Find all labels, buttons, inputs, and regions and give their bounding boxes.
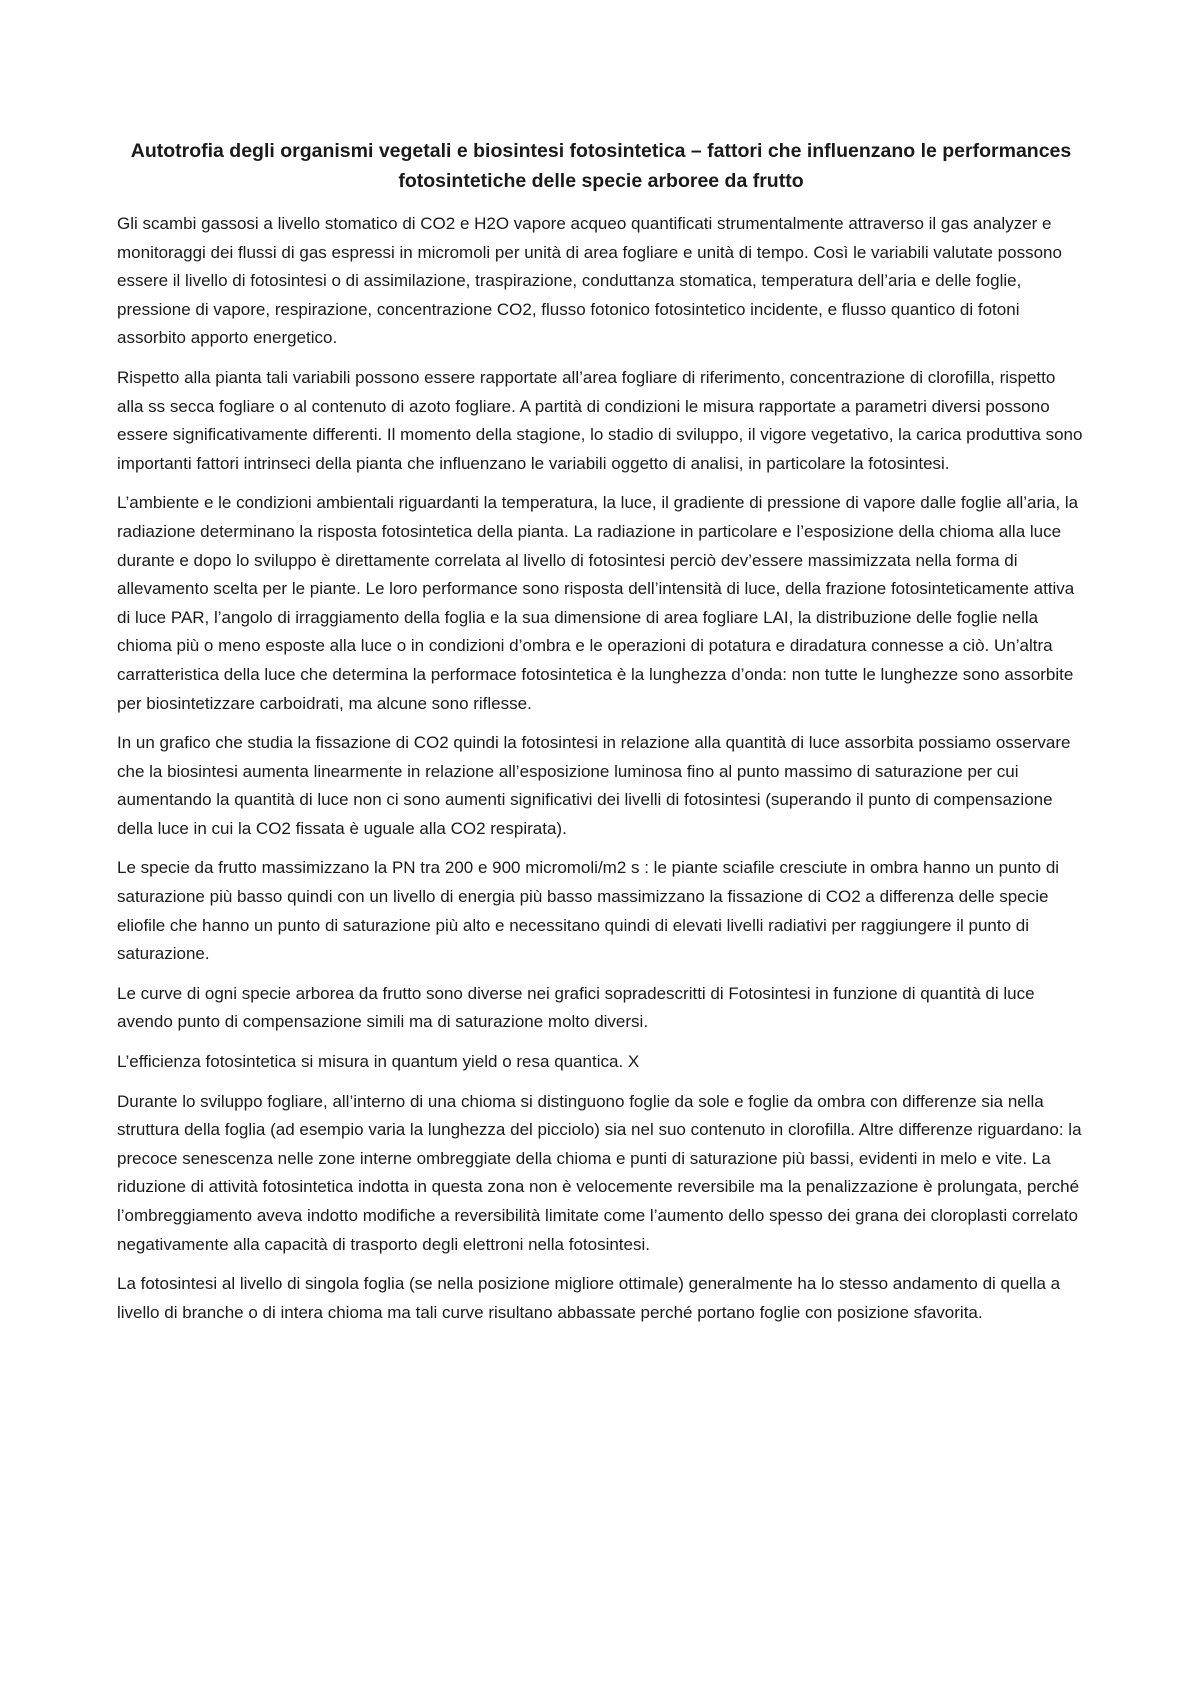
paragraph-plant-variables: Rispetto alla pianta tali variabili possono essere rapportate all’area fogliare di riferimento, concentrazione di clorofilla, rispetto alla ss secca fogliare o al contenuto di azoto fogliare. A partità di condizioni le misura rapportate a parametri diversi possono essere significativamente differenti. Il momento della stagione, lo stadio di sviluppo, il vigore vegetativo, la carica produttiva sono importanti fattori intrinseci della pianta che influenzano le variabili oggetto di analisi, in particolare la fotosintesi.: [117, 367, 1083, 473]
paragraph-environment-light: L’ambiente e le condizioni ambientali riguardanti la temperatura, la luce, il gradiente di pressione di vapore dalle foglie all’aria, la radiazione determinano la risposta fotosintetica della pianta. La radiazione in particolare e l’esposizione della chioma alla luce durante e dopo lo sviluppo è direttamente correlata al livello di fotosintesi perciò dev’essere massimizzata nella forma di allevamento scelta per le piante. Le loro performance sono risposta dell’intensità di luce, della frazione fotosinteticamente attiva di luce PAR, l’angolo di irraggiamento della foglia e la sua dimensione di area fogliare LAI, la distribuzione delle foglie nella chioma più o meno esposte alla luce o in condizioni d’ombra e le operazioni di potatura e diradatura connesse a ciò. Un’altra carratteristica della luce che determina la performace fotosintetica è la lunghezza d’onda: non tutte le lunghezze sono assorbite per biosintetizzare carboidrati, ma alcune sono riflesse.: [117, 493, 1079, 713]
paragraph-quantum-yield: L’efficienza fotosintetica si misura in quantum yield o resa quantica. X: [117, 1052, 640, 1072]
document-title: Autotrofia degli organismi vegetali e biosintesi fotosintetica – fattori che influenzano le performances fotosintetiche delle specie arboree da frutto: [130, 140, 1072, 192]
paragraph-species-curves: Le curve di ogni specie arborea da frutto sono diverse nei grafici sopradescritti di Fotosintesi in funzione di quantità di luce avendo punto di compensazione simili ma di saturazione molto diversi.: [117, 983, 1035, 1032]
document-page: [117, 136, 1085, 1338]
paragraph-single-leaf: La fotosintesi al livello di singola foglia (se nella posizione migliore ottimale) generalmente ha lo stesso andamento di quella a livello di branche o di intera chioma ma tali curve risultano abbassate perché portano foglie con posizione sfavorita.: [117, 1274, 1061, 1322]
paragraph-gas-exchange: Gli scambi gassosi a livello stomatico di CO2 e H2O vapore acqueo quantificati strumentalmente attraverso il gas analyzer e monitoraggi dei flussi di gas espressi in micromoli per unità di area fogliare e unità di tempo. Così le variabili valutate possono essere il livello di fotosintesi o di assimilazione, traspirazione, conduttanza stomatica, temperatura dell’aria e delle foglie, pressione di vapore, respirazione, concentrazione CO2, flusso fotonico fotosintetico incidente, e flusso quantico di fotoni assorbito apporto energetico.: [117, 214, 1062, 348]
paragraph-co2-fixation-graph: In un grafico che studia la fissazione di CO2 quindi la fotosintesi in relazione alla quantità di luce assorbita possiamo osservare che la biosintesi aumenta linearmente in relazione all’esposizione luminosa fino al punto massimo di saturazione per cui aumentando la quantità di luce non ci sono aumenti significativi dei livelli di fotosintesi (superando il punto di compensazione della luce in cui la CO2 fissata è uguale alla CO2 respirata).: [117, 733, 1071, 838]
paragraph-fruit-species: Le specie da frutto massimizzano la PN tra 200 e 900 micromoli/m2 s : le piante sciafile cresciute in ombra hanno un punto di saturazione più basso quindi con un livello di energia più basso massimizzano la fissazione di CO2 a differenza delle specie eliofile che hanno un punto di saturazione più alto e necessitano quindi di elevati livelli radiativi per raggiungere il punto di saturazione.: [117, 858, 1060, 964]
paragraph-sun-shade-leaves: Durante lo sviluppo fogliare, all’interno di una chioma si distinguono foglie da sole e foglie da ombra con differenze sia nella struttura della foglia (ad esempio varia la lunghezza del picciolo) sia nel suo contenuto in clorofilla. Altre differenze riguardano: la precoce senescenza nelle zone interne ombreggiate della chioma e punti di saturazione più bassi, evidenti in melo e vite. La riduzione di attività fotosintetica indotta in questa zona non è velocemente reversibile ma la penalizzazione è prolungata, perché l’ombreggiamento aveva indotto modifiche a reversibilità limitate come l’aumento dello spesso dei grana dei cloroplasti correlato negativamente alla capacità di trasporto degli elettroni nella fotosintesi.: [117, 1091, 1082, 1254]
